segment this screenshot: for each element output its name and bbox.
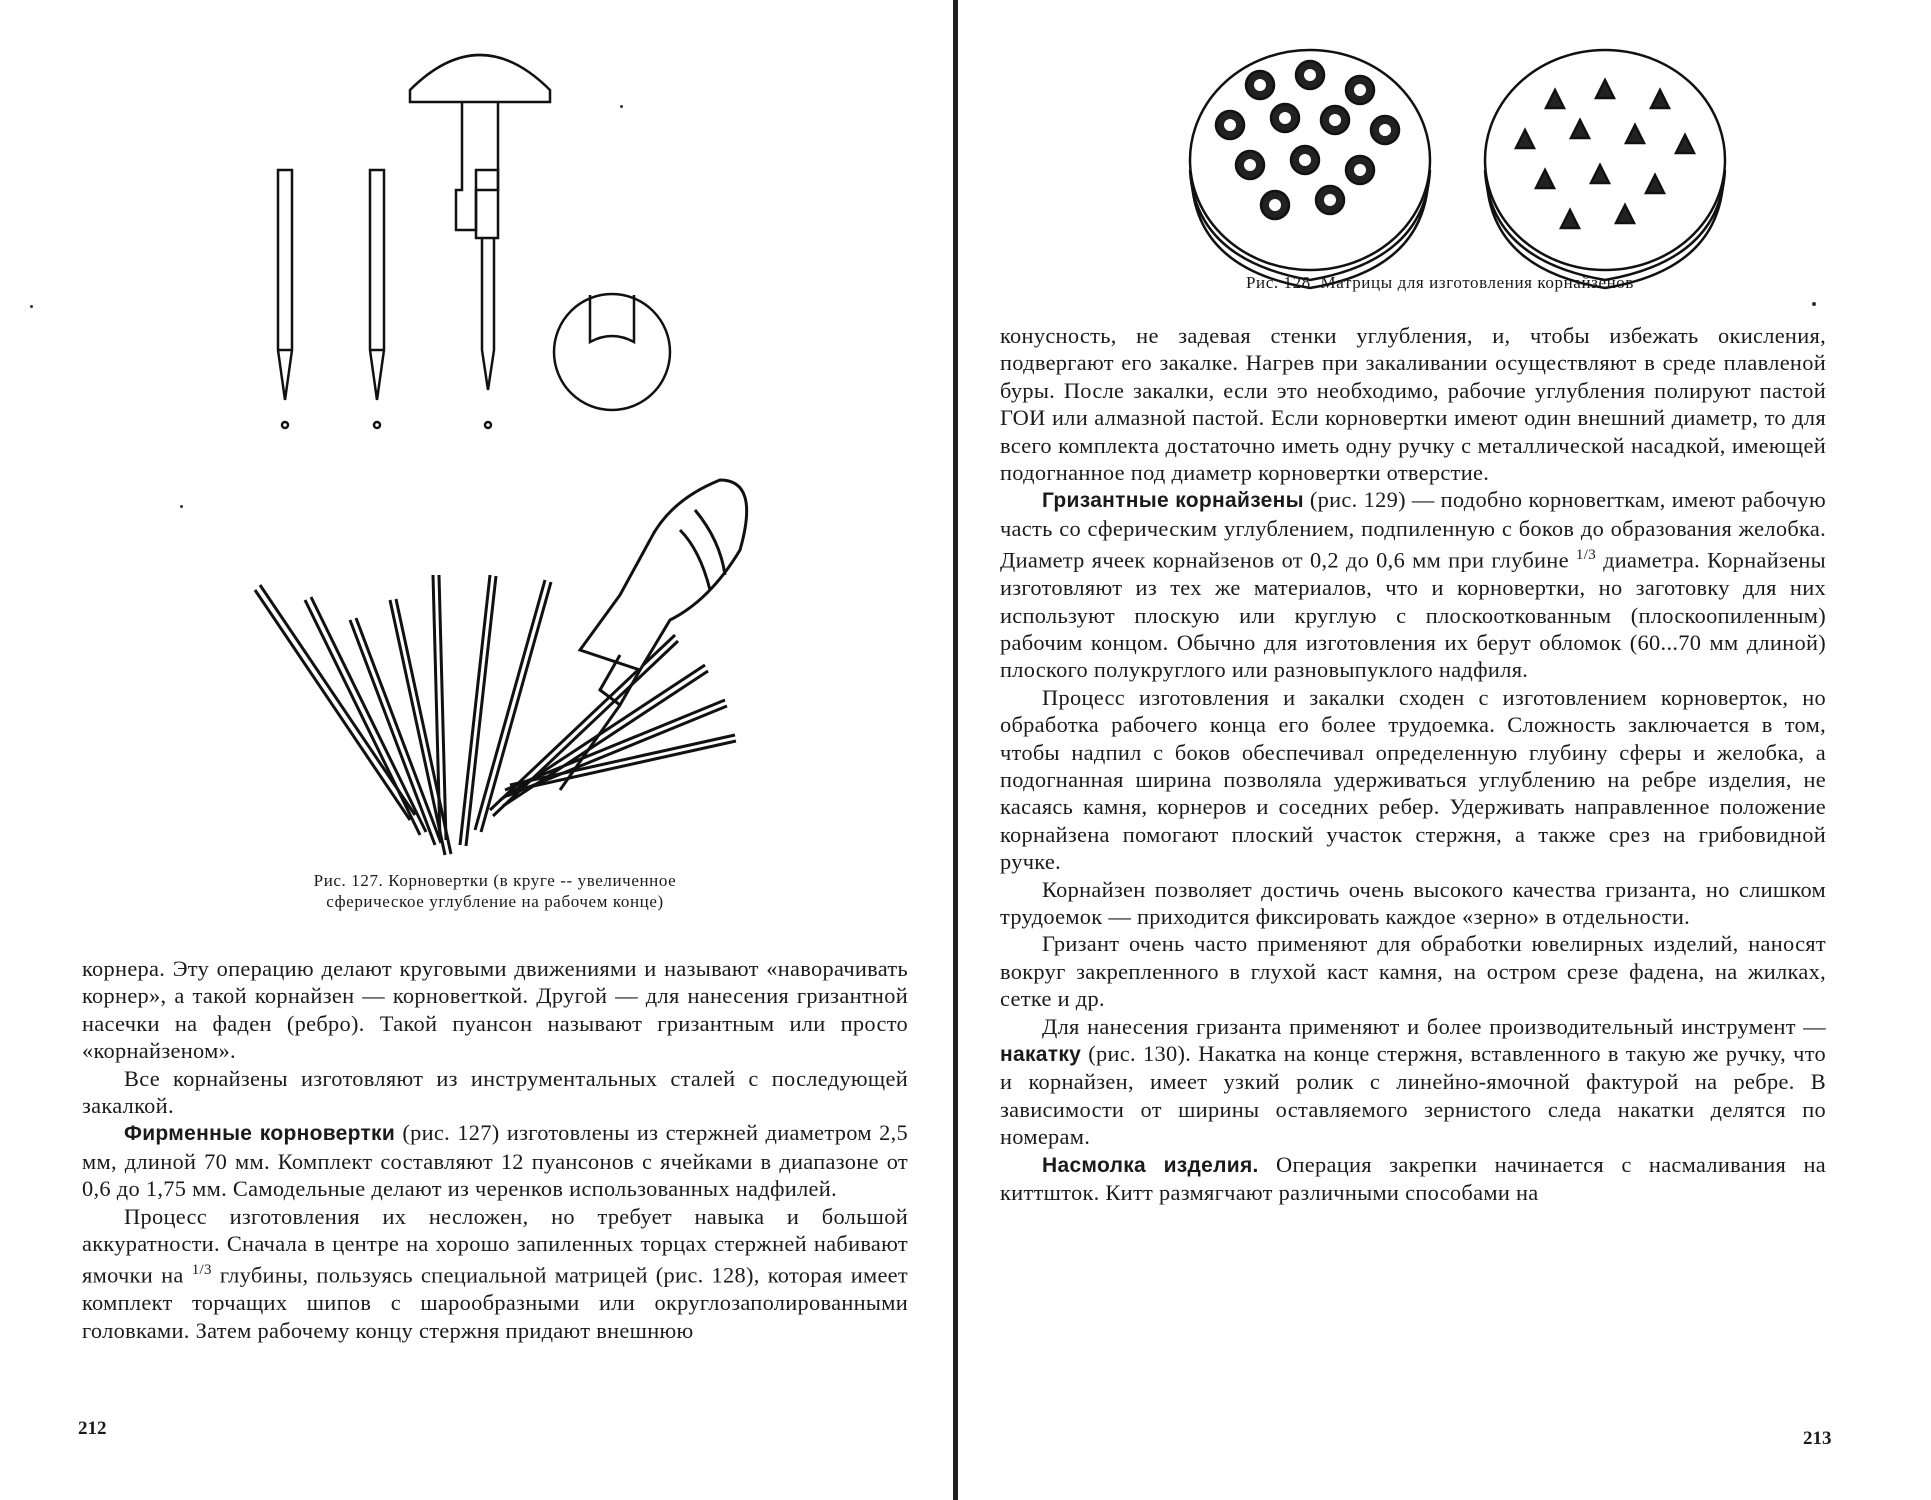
die-with-cups-illustration: [1190, 50, 1430, 288]
left-page-body: [82, 955, 908, 1344]
term-grizant-punches: Гризантные корнайзены: [1042, 489, 1304, 513]
paragraph-text: (рис. 130). Накатка на конце стержня, вставленного в такую же ручку, что и корнайзен, имеет узкий ролик с линейно-ямочной фактурой на ребре. В зависимости от ширины оставляемого зернистого следа накатки делятся по номерам.: [1000, 1041, 1826, 1150]
scan-speck: [180, 505, 183, 508]
paragraph-text: (рис. 129) — подобно корновerткам, имеют рабочую часть со сферическим углублением, подпиленную с боков до образования желобка. Диаметр ячеек корнайзенов от 0,2 до 0,6 мм при глубине: [1000, 487, 1826, 573]
magnified-tip-circle: [554, 294, 670, 410]
paragraph: [1000, 486, 1826, 683]
figure-127-caption-line2: сферическое углубление на рабочем конце): [326, 892, 664, 911]
fraction: 1/3: [191, 1262, 212, 1279]
paragraph-text: Процесс изготовления их несложен, но требует навыка и большой аккуратности. Сначала в центре на хорошо запиленных торцах стержней набивают ямочки на: [82, 1203, 908, 1288]
rod-illustrations: [278, 170, 384, 428]
paragraph-text: диаметра. Корнайзены изготовляют из тех же материалов, что и корновертки, но заготовку для них используют плоскую или круглую с плоскооткованным (плоскоопиленным) рабочим концом. Обычно для изготовления их берут обломок (60...70 мм длиной) плоского полукруглого или разновыпуклого надфиля.: [1000, 547, 1826, 683]
paragraph: конусность, не задевая стенки углубления, и, чтобы избежать окисления, подвергают его закалке. Нагрев при закаливании осуществляют в среде плавленой буры. После закалки, если это необходимо, рабочие углубления полируют пастой ГОИ или алмазной пастой. Если корновертки имеют один внешний диаметр, то для всего комплекта достаточно иметь одну ручку с металлической насадкой, имеющей подогнанное под диаметр корновертки отверстие.: [1000, 323, 1826, 486]
paragraph: [1000, 1013, 1826, 1151]
scan-speck: [30, 305, 33, 308]
figure-127-burnishers: [200, 30, 780, 890]
paragraph-text: глубины, пользуясь специальной матрицей (рис. 128), которая имеет комплект торчащих шипов с шарообразными или округлозаполированными головками. Затем рабочему концу стержня придают внешнюю: [82, 1262, 909, 1343]
right-page-body: [1000, 322, 1826, 1206]
term-pitch-setting: Насмолка изделия.: [1042, 1153, 1259, 1177]
term-branded-burnishers: Фирменные корновертки: [124, 1122, 396, 1146]
handle-tool-illustration: [410, 55, 550, 428]
burnisher-set-illustration: [255, 480, 747, 855]
figure-127-caption: [235, 870, 755, 912]
page-number-left: 212: [78, 1418, 107, 1439]
paragraph: Процесс изготовления и закалки сходен с изготовлением корноверток, но обработка рабочего конца его более трудоемка. Сложность заключается в том, чтобы надпил с боков обеспечивал определенную глубину сферы и желобка, а подогнанная ширина позволяла удерживаться углублению на ребре изделия, не касаясь камня, корнеров и соседних ребер. Удерживать направленное положение корнайзена помогают плоский участок стержня, а также срез на грибовидной ручке.: [1000, 684, 1826, 875]
paragraph: Гризант очень часто применяют для обработки ювелирных изделий, наносят вокруг закрепленного в глухой каст камня, на остром срезе фадена, на жилках, сетке и др.: [1000, 931, 1826, 1012]
figure-128-caption: Рис. 128. Матрицы для изготовления корнайзенов: [1245, 273, 1635, 292]
paragraph: корнера. Эту операцию делают круговыми движениями и называют «наворачивать корнер», а такой корнайзен — корновerткой. Другой — для нанесения гризантной насечки на фаден (ребро). Такой пуансон называют гризантным или просто «корнайзеном».: [82, 956, 908, 1064]
term-knurl-tool: накатку: [1000, 1043, 1082, 1067]
paragraph-text: Операция закрепки начинается с насмаливания на киттшток. Китт размягчают различными способами на: [1000, 1151, 1827, 1206]
paragraph: [82, 1203, 908, 1345]
die-with-spikes-illustration: [1485, 50, 1725, 288]
paragraph-text: (рис. 127) изготовлены из стержней диаметром 2,5 мм, длиной 70 мм. Комплект составляют 12 пуансонов с ячейками в диапазоне от 0,6 до 1,75 мм. Самодельные делают из черенков использованных надфилей.: [82, 1120, 908, 1202]
scan-speck: [620, 105, 623, 108]
paragraph: [82, 1119, 908, 1202]
figure-127-caption-line1: Рис. 127. Корновертки (в круге -- увеличенное: [313, 871, 677, 890]
page-number-right: 213: [1803, 1428, 1832, 1449]
paragraph-text: Для нанесения гризанта применяют и более производительный инструмент —: [1042, 1013, 1826, 1039]
fraction: 1/3: [1575, 547, 1596, 564]
paragraph: Все корнайзены изготовляют из инструментальных сталей с последующей закалкой.: [82, 1065, 908, 1119]
paragraph: [1000, 1151, 1826, 1207]
scan-speck: [1812, 302, 1816, 306]
paragraph: Корнайзен позволяет достичь очень высокого качества гризанта, но слишком трудоемок — приходится фиксировать каждое «зерно» в отдельности.: [1000, 876, 1826, 929]
